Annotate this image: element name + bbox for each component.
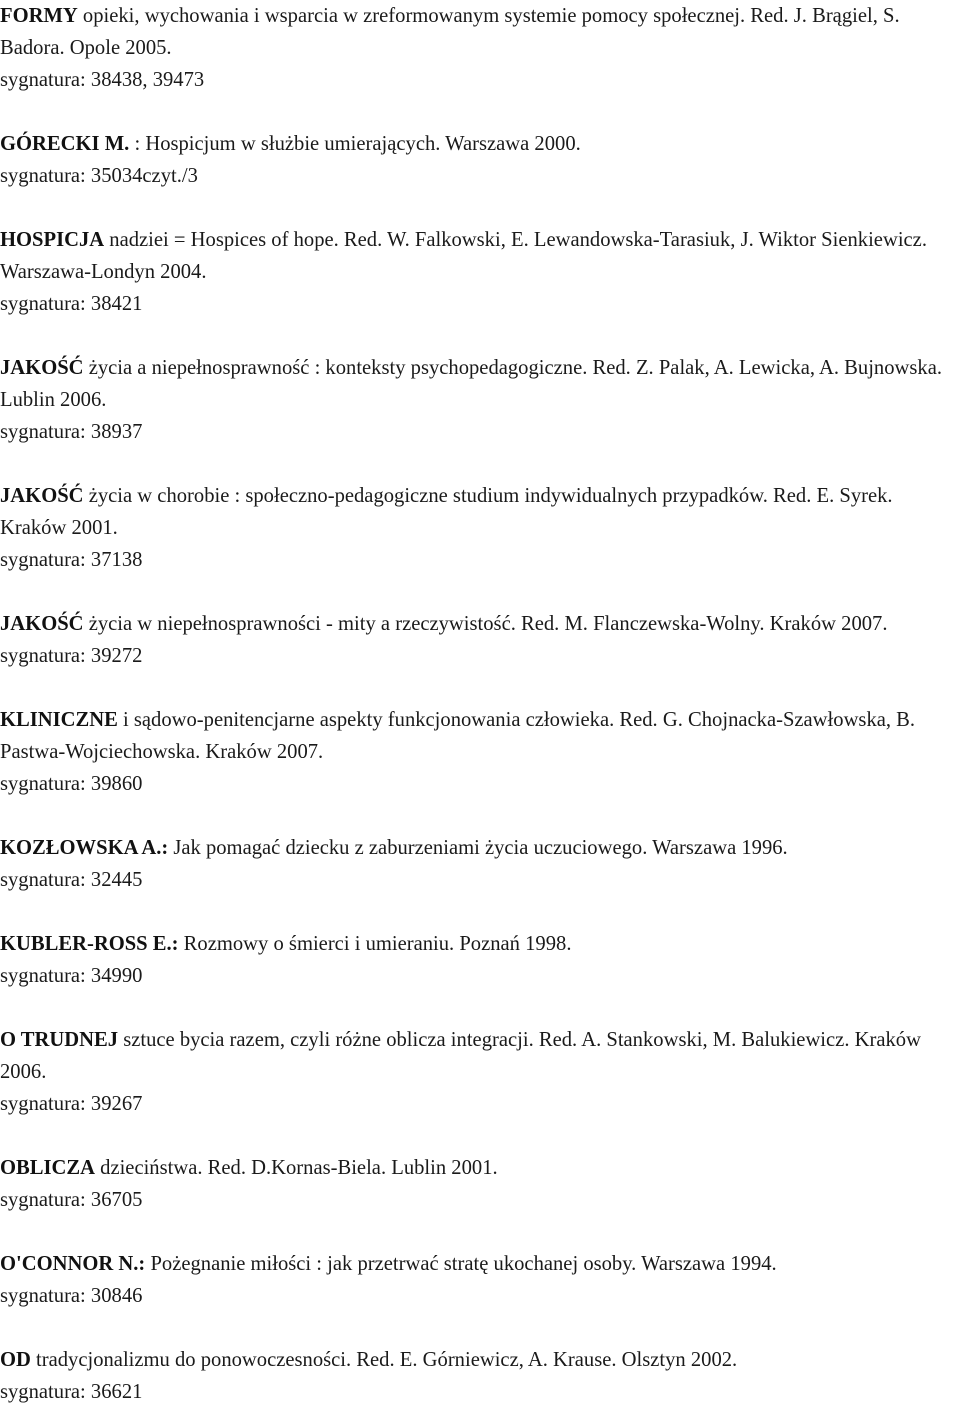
bibliography-entry [0, 1248, 960, 1312]
bibliography-entry [0, 1024, 960, 1120]
entry-sygnatura: sygnatura: 38421 [0, 293, 143, 315]
bibliography-entry [0, 224, 960, 320]
entry-heading: O'CONNOR N.: [0, 1253, 146, 1275]
entry-heading: GÓRECKI M. [0, 133, 130, 155]
entry-description: życia a niepełnosprawność : konteksty psychopedagogiczne. Red. Z. Palak, A. Lewicka, A. Bujnowska. Lublin 2006. [0, 357, 942, 411]
entry-heading: JAKOŚĆ [0, 613, 84, 635]
entry-description: tradycjonalizmu do ponowoczesności. Red. E. Górniewicz, A. Krause. Olsztyn 2002. [30, 1349, 738, 1371]
entry-description: życia w niepełnosprawności - mity a rzeczywistość. Red. M. Flanczewska-Wolny. Kraków 2007. [83, 613, 888, 635]
entry-heading: HOSPICJA [0, 229, 105, 251]
bibliography-entry [0, 928, 960, 992]
entry-description: Jak pomagać dziecku z zaburzeniami życia uczuciowego. Warszawa 1996. [168, 837, 788, 859]
entry-sygnatura: sygnatura: 39267 [0, 1093, 143, 1115]
entry-heading: O TRUDNEJ [0, 1029, 119, 1051]
entry-description: Pożegnanie miłości : jak przetrwać stratę ukochanej osoby. Warszawa 1994. [145, 1253, 777, 1275]
bibliography-entry [0, 480, 960, 576]
entry-sygnatura: sygnatura: 38937 [0, 421, 143, 443]
entry-heading: OD [0, 1349, 31, 1371]
bibliography-entry [0, 352, 960, 448]
entry-heading: KOZŁOWSKA A.: [0, 837, 169, 859]
entry-heading: KLINICZNE [0, 709, 118, 731]
bibliography-entry [0, 1344, 960, 1408]
entry-heading: KUBLER-ROSS E.: [0, 933, 179, 955]
entry-heading: JAKOŚĆ [0, 357, 84, 379]
entry-heading: FORMY [0, 5, 78, 27]
entry-description: życia w chorobie : społeczno-pedagogiczne studium indywidualnych przypadków. Red. E. Syrek. Kraków 2001. [0, 485, 893, 539]
entry-sygnatura: sygnatura: 30846 [0, 1285, 143, 1307]
bibliography-entry [0, 704, 960, 800]
bibliography-entry [0, 1152, 960, 1216]
entry-description: opieki, wychowania i wsparcia w zreformowanym systemie pomocy społecznej. Red. J. Brągiel, S. Badora. Opole 2005. [0, 5, 900, 59]
entry-description: sztuce bycia razem, czyli różne oblicza integracji. Red. A. Stankowski, M. Balukiewicz. Kraków 2006. [0, 1029, 921, 1083]
entry-sygnatura: sygnatura: 37138 [0, 549, 143, 571]
entry-sygnatura: sygnatura: 39272 [0, 645, 143, 667]
entry-sygnatura: sygnatura: 35034czyt./3 [0, 165, 198, 187]
entry-description: Rozmowy o śmierci i umieraniu. Poznań 1998. [178, 933, 572, 955]
entry-sygnatura: sygnatura: 34990 [0, 965, 143, 987]
entry-sygnatura: sygnatura: 32445 [0, 869, 143, 891]
entry-sygnatura: sygnatura: 39860 [0, 773, 143, 795]
entry-heading: JAKOŚĆ [0, 485, 84, 507]
entry-sygnatura: sygnatura: 36705 [0, 1189, 143, 1211]
bibliography-entry [0, 608, 960, 672]
entry-description: : Hospicjum w służbie umierających. Warszawa 2000. [129, 133, 581, 155]
entry-description: i sądowo-penitencjarne aspekty funkcjonowania człowieka. Red. G. Chojnacka-Szawłowska, B. Pastwa-Wojciechowska. Kraków 2007. [0, 709, 916, 763]
bibliography-entry [0, 128, 960, 192]
bibliography-entry [0, 0, 960, 96]
entry-description: dzieciństwa. Red. D.Kornas-Biela. Lublin 2001. [95, 1157, 498, 1179]
entry-heading: OBLICZA [0, 1157, 95, 1179]
entry-sygnatura: sygnatura: 36621 [0, 1381, 143, 1403]
bibliography-entry [0, 832, 960, 896]
entry-description: nadziei = Hospices of hope. Red. W. Falkowski, E. Lewandowska-Tarasiuk, J. Wiktor Sienkiewicz. Warszawa-Londyn 2004. [0, 229, 927, 283]
entry-sygnatura: sygnatura: 38438, 39473 [0, 69, 205, 91]
